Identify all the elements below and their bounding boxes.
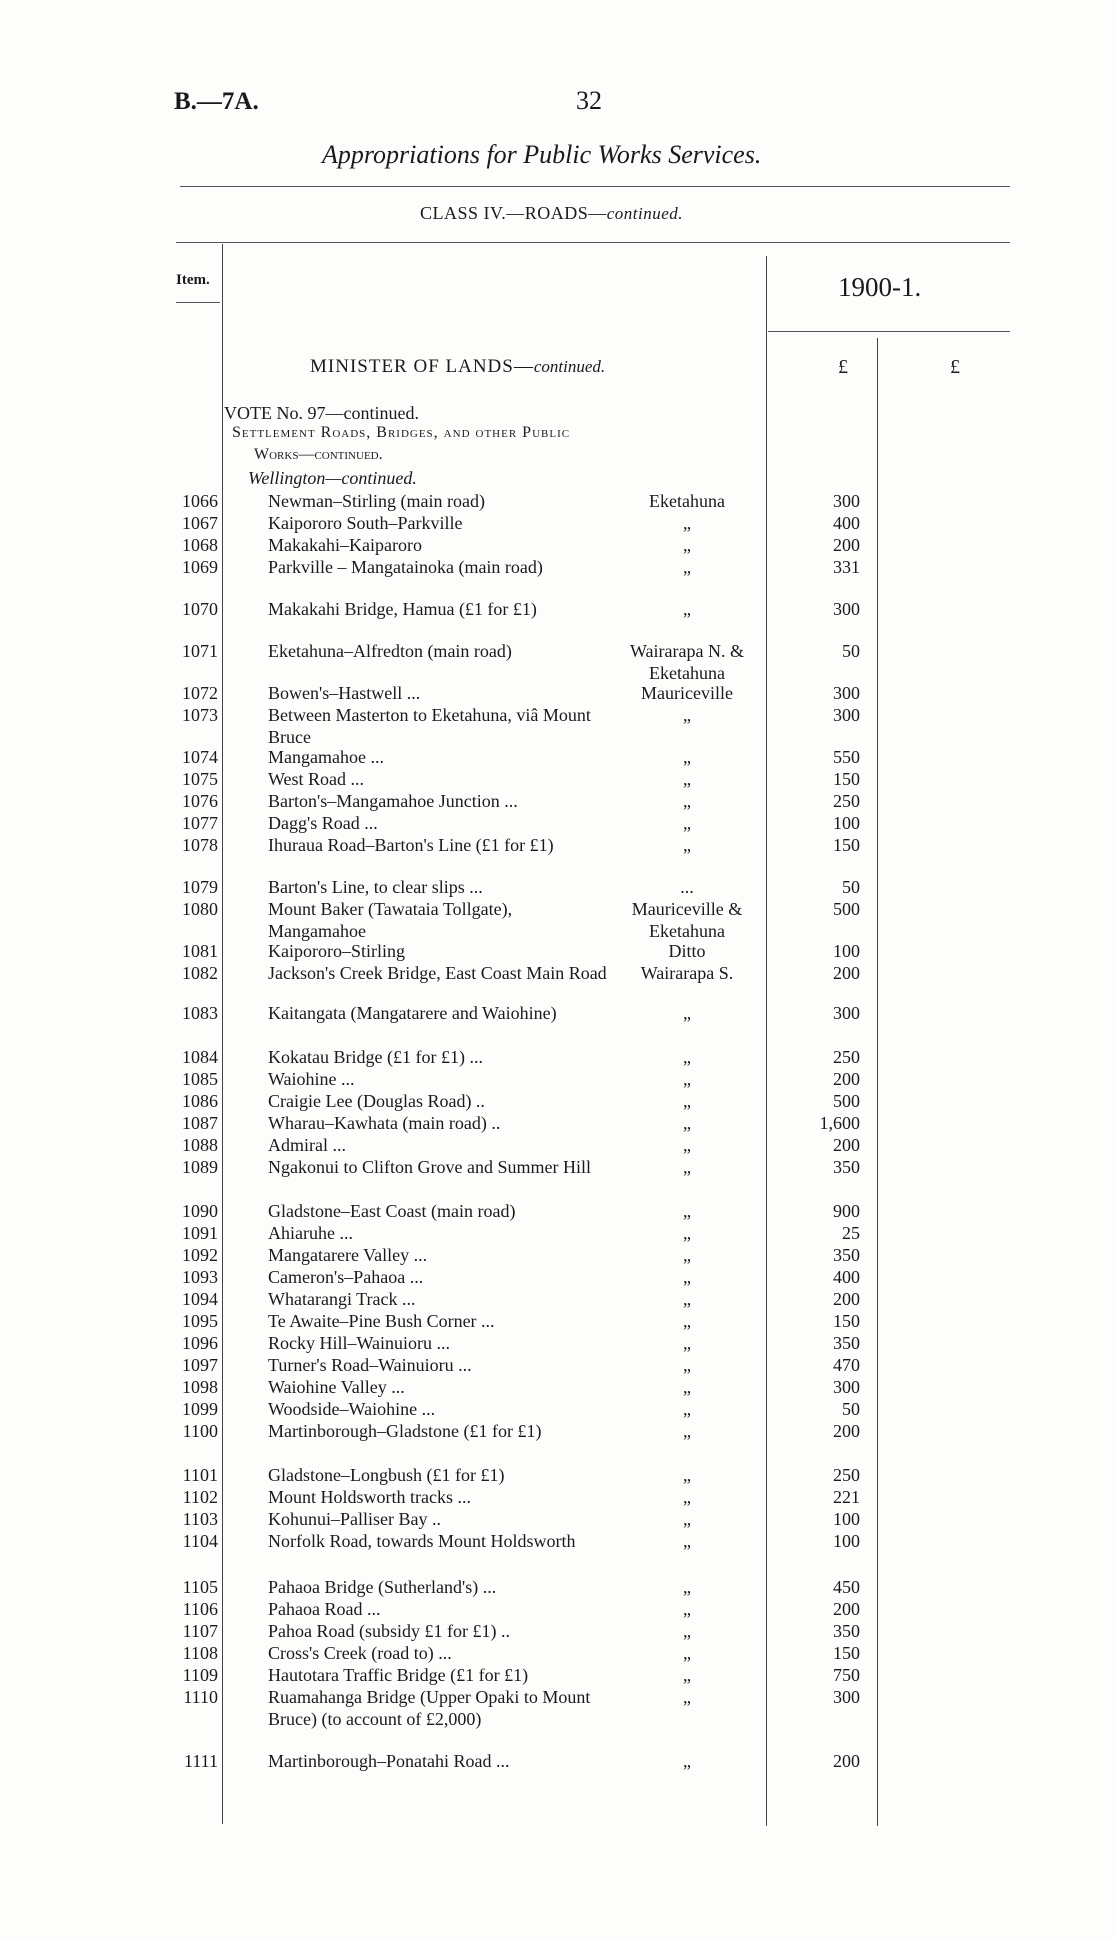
item-amount: 100 (833, 1531, 860, 1551)
item-amount: 200 (833, 1599, 860, 1619)
document-reference: B.—7A. (174, 88, 259, 115)
item-location: „ (683, 1047, 691, 1067)
item-description: Barton's–Mangamahoe Junction ... (268, 791, 518, 811)
item-amount: 250 (833, 1047, 860, 1067)
item-amount: 200 (833, 1289, 860, 1309)
item-number: 1101 (182, 1465, 218, 1485)
item-location: „ (683, 1599, 691, 1619)
item-amount: 200 (833, 535, 860, 555)
item-description: Barton's Line, to clear slips ... (268, 877, 483, 897)
pound-sign-col2: £ (950, 356, 960, 378)
item-location: Ditto (668, 941, 706, 961)
table-top-rule (176, 242, 1010, 243)
item-amount: 100 (833, 1509, 860, 1529)
item-description: Gladstone–East Coast (main road) (268, 1201, 516, 1221)
item-location: „ (683, 1289, 691, 1309)
class-heading-main: CLASS IV.—ROADS— (420, 203, 607, 223)
item-description: Kaipororo South–Parkville (268, 513, 463, 533)
item-amount: 300 (833, 705, 860, 725)
item-description: Whatarangi Track ... (268, 1289, 416, 1309)
item-amount: 350 (833, 1621, 860, 1641)
item-number: 1068 (182, 535, 218, 555)
item-location: ... (680, 877, 694, 897)
item-location: Wairarapa S. (640, 963, 734, 983)
item-amount: 400 (833, 1267, 860, 1287)
page-number: 32 (576, 86, 602, 115)
item-description: Kokatau Bridge (£1 for £1) ... (268, 1047, 483, 1067)
item-number: 1080 (182, 899, 218, 919)
minister-cont: continued. (533, 357, 606, 376)
item-number: 1104 (182, 1531, 218, 1551)
item-amount: 100 (833, 941, 860, 961)
item-amount: 500 (833, 1091, 860, 1111)
item-description: Cameron's–Pahaoa ... (268, 1267, 424, 1287)
item-amount: 350 (833, 1157, 860, 1177)
item-amount: 50 (842, 877, 860, 897)
item-location: „ (683, 1223, 691, 1243)
item-description: Cross's Creek (road to) ... (268, 1643, 452, 1663)
item-amount: 200 (833, 1135, 860, 1155)
item-description: Pahaoa Road ... (268, 1599, 381, 1619)
item-description: Bowen's–Hastwell ... (268, 683, 421, 703)
item-description: Ahiaruhe ... (268, 1223, 353, 1243)
item-description: Ngakonui to Clifton Grove and Summer Hill (268, 1157, 591, 1177)
item-description: Kaitangata (Mangatarere and Waiohine) (268, 1003, 557, 1023)
item-location: „ (683, 769, 691, 789)
item-number: 1103 (182, 1509, 218, 1529)
item-amount: 200 (833, 1421, 860, 1441)
item-location: „ (683, 1399, 691, 1419)
item-description: Admiral ... (268, 1135, 346, 1155)
item-description: Kohunui–Palliser Bay .. (268, 1509, 441, 1529)
item-number: 1093 (182, 1267, 218, 1287)
item-number: 1067 (182, 513, 218, 533)
item-amount: 50 (842, 1399, 860, 1419)
pound-sign-col1: £ (838, 356, 848, 378)
item-amount: 400 (833, 513, 860, 533)
item-description: Pahoa Road (subsidy £1 for £1) .. (268, 1621, 510, 1641)
item-location: „ (683, 1113, 691, 1133)
item-location: „ (683, 1135, 691, 1155)
item-description: Gladstone–Longbush (£1 for £1) (268, 1465, 505, 1485)
item-location: „ (683, 1091, 691, 1111)
item-location: „ (683, 1069, 691, 1089)
item-location: Mauriceville (641, 683, 733, 703)
item-description: Martinborough–Gladstone (£1 for £1) (268, 1421, 542, 1441)
item-number: 1097 (182, 1355, 218, 1375)
item-number: 1082 (182, 963, 218, 983)
item-number: 1071 (182, 641, 218, 661)
item-location: „ (683, 599, 691, 619)
item-location: „ (683, 1687, 691, 1707)
district-heading: Wellington—continued. (248, 468, 417, 488)
item-amount: 150 (833, 769, 860, 789)
item-number: 1069 (182, 557, 218, 577)
item-number: 1074 (182, 747, 218, 767)
class-heading (420, 203, 683, 224)
item-location: „ (683, 1245, 691, 1265)
item-location: Eketahuna (649, 491, 725, 511)
item-number: 1090 (182, 1201, 218, 1221)
item-description: Martinborough–Ponatahi Road ... (268, 1751, 510, 1771)
item-description: Ihuraua Road–Barton's Line (£1 for £1) (268, 835, 554, 855)
item-description: Kaipororo–Stirling (268, 941, 405, 961)
item-amount: 550 (833, 747, 860, 767)
item-header-rule (176, 302, 220, 303)
item-description: Makakahi Bridge, Hamua (£1 for £1) (268, 599, 537, 619)
item-description: Eketahuna–Alfredton (main road) (268, 641, 512, 661)
item-amount: 450 (833, 1577, 860, 1597)
item-location: „ (683, 1377, 691, 1397)
item-amount: 300 (833, 599, 860, 619)
minister-heading (310, 356, 605, 378)
item-amount: 470 (833, 1355, 860, 1375)
item-description: Norfolk Road, towards Mount Holdsworth (268, 1531, 576, 1551)
item-amount: 200 (833, 963, 860, 983)
item-location: „ (683, 1333, 691, 1353)
item-number: 1073 (182, 705, 218, 725)
item-amount: 300 (833, 683, 860, 703)
item-location: „ (683, 747, 691, 767)
item-description: Te Awaite–Pine Bush Corner ... (268, 1311, 495, 1331)
item-amount: 300 (833, 491, 860, 511)
item-amount: 750 (833, 1665, 860, 1685)
item-location: „ (683, 1751, 691, 1771)
item-amount: 300 (833, 1377, 860, 1397)
item-number: 1088 (182, 1135, 218, 1155)
item-amount: 50 (842, 641, 860, 661)
item-location: „ (683, 791, 691, 811)
item-location: „ (683, 1531, 691, 1551)
item-number: 1100 (182, 1421, 218, 1441)
item-number: 1111 (184, 1751, 218, 1771)
item-number: 1084 (182, 1047, 218, 1067)
item-location: Wairarapa N. & Eketahuna (630, 641, 744, 683)
amount-column-divider (766, 256, 767, 1826)
item-location: „ (683, 1355, 691, 1375)
item-number: 1091 (182, 1223, 218, 1243)
class-heading-cont: continued. (606, 204, 684, 223)
item-number: 1085 (182, 1069, 218, 1089)
year-column-header: 1900-1. (838, 272, 922, 302)
item-amount: 100 (833, 813, 860, 833)
item-number: 1083 (182, 1003, 218, 1023)
item-amount: 350 (833, 1333, 860, 1353)
item-number: 1105 (182, 1577, 218, 1597)
item-description: Wharau–Kawhata (main road) .. (268, 1113, 501, 1133)
item-amount: 300 (833, 1687, 860, 1707)
item-number: 1077 (182, 813, 218, 833)
item-location: „ (683, 1003, 691, 1023)
item-amount: 331 (833, 557, 860, 577)
item-number: 1086 (182, 1091, 218, 1111)
item-description: Turner's Road–Wainuioru ... (268, 1355, 472, 1375)
item-amount: 200 (833, 1751, 860, 1771)
item-amount: 250 (833, 1465, 860, 1485)
item-number: 1081 (182, 941, 218, 961)
item-description: Woodside–Waiohine ... (268, 1399, 436, 1419)
item-location: „ (683, 1421, 691, 1441)
item-location: „ (683, 835, 691, 855)
settlement-heading-line1: Settlement Roads, Bridges, and other Public (232, 424, 571, 441)
item-description: Makakahi–Kaiparoro (268, 535, 422, 555)
item-number: 1087 (182, 1113, 218, 1133)
item-number: 1102 (182, 1487, 218, 1507)
item-description: Hautotara Traffic Bridge (£1 for £1) (268, 1665, 529, 1685)
item-number: 1079 (182, 877, 218, 897)
year-header-rule (768, 331, 1010, 332)
settlement-heading-line2: Works—continued. (254, 446, 383, 463)
item-location: „ (683, 1157, 691, 1177)
item-amount: 300 (833, 1003, 860, 1023)
minister-main: MINISTER OF LANDS— (310, 356, 534, 377)
item-location: „ (683, 1665, 691, 1685)
item-column-divider (222, 244, 223, 1824)
item-number: 1094 (182, 1289, 218, 1309)
item-number: 1078 (182, 835, 218, 855)
item-description: Craigie Lee (Douglas Road) .. (268, 1091, 485, 1111)
item-location: „ (683, 513, 691, 533)
item-location: „ (683, 1311, 691, 1331)
item-location: „ (683, 813, 691, 833)
item-amount: 500 (833, 899, 860, 919)
item-description: Mangatarere Valley ... (268, 1245, 428, 1265)
title-rule (180, 186, 1010, 187)
item-number: 1089 (182, 1157, 218, 1177)
amount-subcolumn-divider (877, 338, 878, 1826)
item-amount: 25 (842, 1223, 860, 1243)
item-number: 1095 (182, 1311, 218, 1331)
page-title: Appropriations for Public Works Services. (322, 140, 762, 169)
item-number: 1098 (182, 1377, 218, 1397)
item-description: Parkville – Mangatainoka (main road) (268, 557, 543, 577)
item-description: Newman–Stirling (main road) (268, 491, 485, 511)
item-number: 1072 (182, 683, 218, 703)
item-location: Mauriceville & Eketahuna (631, 899, 743, 941)
item-number: 1107 (182, 1621, 218, 1641)
item-number: 1066 (182, 491, 218, 511)
item-description: Between Masterton to Eketahuna, viâ Mount Bruce (268, 705, 591, 747)
item-location: „ (683, 1465, 691, 1485)
item-amount: 150 (833, 835, 860, 855)
item-description: Mount Holdsworth tracks ... (268, 1487, 471, 1507)
item-description: Rocky Hill–Wainuioru ... (268, 1333, 451, 1353)
item-amount: 1,600 (819, 1113, 860, 1133)
item-column-header: Item. (176, 272, 210, 288)
item-location: „ (683, 1267, 691, 1287)
item-location: „ (683, 557, 691, 577)
item-description: Pahaoa Bridge (Sutherland's) ... (268, 1577, 497, 1597)
vote-heading: VOTE No. 97—continued. (224, 403, 419, 423)
item-description: West Road ... (268, 769, 365, 789)
item-number: 1076 (182, 791, 218, 811)
item-amount: 900 (833, 1201, 860, 1221)
item-description: Waiohine ... (268, 1069, 355, 1089)
item-number: 1099 (182, 1399, 218, 1419)
item-description: Ruamahanga Bridge (Upper Opaki to Mount Bruce) (to account of £2,000) (268, 1687, 591, 1729)
item-location: „ (683, 535, 691, 555)
item-location: „ (683, 1577, 691, 1597)
item-number: 1096 (182, 1333, 218, 1353)
item-amount: 350 (833, 1245, 860, 1265)
item-location: „ (683, 705, 691, 725)
item-number: 1075 (182, 769, 218, 789)
item-description: Dagg's Road ... (268, 813, 378, 833)
item-number: 1092 (182, 1245, 218, 1265)
item-amount: 250 (833, 791, 860, 811)
item-number: 1108 (182, 1643, 218, 1663)
item-number: 1109 (182, 1665, 218, 1685)
item-location: „ (683, 1621, 691, 1641)
item-location: „ (683, 1201, 691, 1221)
item-number: 1106 (182, 1599, 218, 1619)
item-location: „ (683, 1487, 691, 1507)
item-description: Jackson's Creek Bridge, East Coast Main Road (268, 963, 607, 983)
item-amount: 221 (833, 1487, 860, 1507)
item-amount: 200 (833, 1069, 860, 1089)
item-number: 1070 (182, 599, 218, 619)
item-amount: 150 (833, 1311, 860, 1331)
item-number: 1110 (183, 1687, 218, 1707)
item-description: Mangamahoe ... (268, 747, 384, 767)
item-description: Waiohine Valley ... (268, 1377, 405, 1397)
item-description: Mount Baker (Tawataia Tollgate), Mangamahoe (268, 899, 513, 941)
item-location: „ (683, 1643, 691, 1663)
item-location: „ (683, 1509, 691, 1529)
item-amount: 150 (833, 1643, 860, 1663)
